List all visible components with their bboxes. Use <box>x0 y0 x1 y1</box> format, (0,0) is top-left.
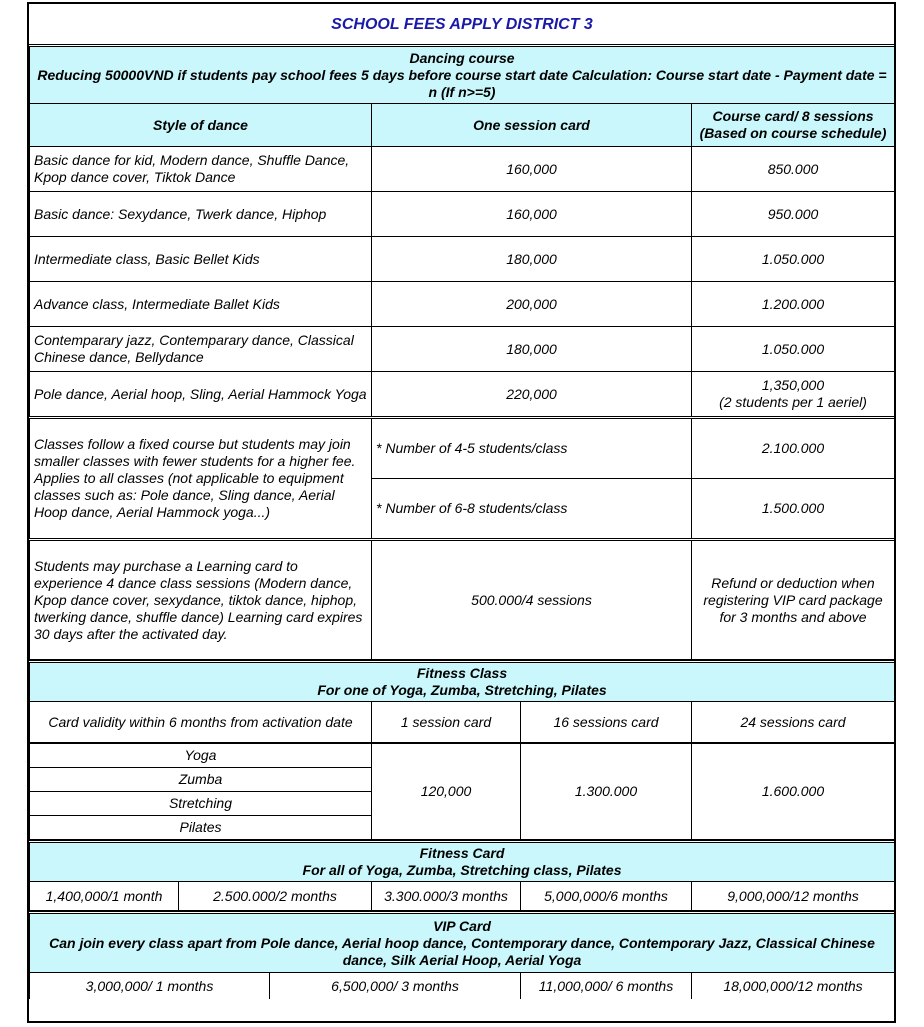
col-24-sessions: 24 sessions card <box>692 702 895 744</box>
fitness-price-16-sessions: 1.300.000 <box>521 743 692 840</box>
dance-style: Basic dance for kid, Modern dance, Shuffle Dance, Kpop dance cover, Tiktok Dance <box>30 147 372 192</box>
course-price: 950.000 <box>692 192 895 237</box>
fitness-class-stretching: Stretching <box>30 792 372 816</box>
dancing-heading: Dancing course <box>409 49 515 66</box>
learning-card-note: Refund or deduction when registering VIP card package for 3 months and above <box>692 540 895 660</box>
small-class-option-1: * Number of 4-5 students/class <box>372 418 692 479</box>
fitness-card-heading: Fitness Card <box>419 845 505 861</box>
table-row <box>30 327 895 372</box>
course-price: 850.000 <box>692 147 895 192</box>
table-row <box>30 192 895 237</box>
learning-card-price: 500.000/4 sessions <box>372 540 692 660</box>
fee-sheet <box>27 2 896 1023</box>
vip-card-price: 3,000,000/ 1 months <box>30 973 270 1000</box>
vip-card-price: 11,000,000/ 6 months <box>521 973 692 1000</box>
fitness-class-header <box>30 662 895 702</box>
vip-card-price: 6,500,000/ 3 months <box>270 973 521 1000</box>
fitness-class-table <box>29 660 895 840</box>
small-class-price-1: 2.100.000 <box>692 418 895 479</box>
fitness-card-header <box>30 842 895 882</box>
fitness-class-zumba: Zumba <box>30 768 372 792</box>
fitness-card-price: 1,400,000/1 month <box>30 882 179 911</box>
course-price <box>692 372 895 418</box>
dance-style: Intermediate class, Basic Bellet Kids <box>30 237 372 282</box>
dance-style: Pole dance, Aerial hoop, Sling, Aerial Hammock Yoga <box>30 372 372 418</box>
vip-card-header <box>30 913 895 973</box>
fitness-class-yoga: Yoga <box>30 743 372 768</box>
fitness-price-24-sessions: 1.600.000 <box>692 743 895 840</box>
vip-card-subheading: Can join every class apart from Pole dance, Aerial hoop dance, Contemporary dance, Contemporary Jazz, Classical Chinese dance, Silk Aerial Hoop, Aerial Yoga <box>49 934 875 968</box>
fitness-card-price: 3.300.000/3 months <box>372 882 521 911</box>
dance-style: Basic dance: Sexydance, Twerk dance, Hiphop <box>30 192 372 237</box>
vip-card-heading: VIP Card <box>433 917 491 934</box>
fitness-class-heading: Fitness Class <box>416 665 508 681</box>
one-session-price: 200,000 <box>372 282 692 327</box>
col-course-line1: Course card/ 8 sessions <box>712 108 874 124</box>
fitness-card-price: 2.500.000/2 months <box>179 882 372 911</box>
dancing-header <box>30 46 895 104</box>
one-session-price: 160,000 <box>372 147 692 192</box>
col-course-card <box>692 104 895 147</box>
small-class-price-2: 1.500.000 <box>692 479 895 540</box>
table-row <box>30 147 895 192</box>
fitness-class-subheading: For one of Yoga, Zumba, Stretching, Pilates <box>317 682 607 698</box>
course-price: 1.200.000 <box>692 282 895 327</box>
course-price: 1.050.000 <box>692 237 895 282</box>
col-1-session: 1 session card <box>372 702 521 744</box>
col-one-session: One session card <box>372 104 692 147</box>
table-row <box>30 282 895 327</box>
dancing-note: Reducing 50000VND if students pay school fees 5 days before course start date Calculation: Course start date - Payment date = n (If n>=5) <box>37 66 887 100</box>
page-title: SCHOOL FEES APPLY DISTRICT 3 <box>30 4 895 46</box>
fitness-class-pilates: Pilates <box>30 816 372 840</box>
one-session-price: 180,000 <box>372 327 692 372</box>
small-class-option-2: * Number of 6-8 students/class <box>372 479 692 540</box>
col-16-sessions: 16 sessions card <box>521 702 692 744</box>
fitness-card-price: 5,000,000/6 months <box>521 882 692 911</box>
col-style-of-dance: Style of dance <box>30 104 372 147</box>
vip-card-table <box>29 911 895 999</box>
dance-style: Contemparary jazz, Contemparary dance, Classical Chinese dance, Bellydance <box>30 327 372 372</box>
one-session-price: 220,000 <box>372 372 692 418</box>
table-row <box>30 237 895 282</box>
fitness-price-1-session: 120,000 <box>372 743 521 840</box>
dancing-table <box>29 4 895 660</box>
one-session-price: 160,000 <box>372 192 692 237</box>
col-course-line2: (Based on course schedule) <box>699 125 887 141</box>
course-price-note: (2 students per 1 aeriel) <box>719 394 867 410</box>
small-class-description: Classes follow a fixed course but students may join smaller classes with fewer students for a higher fee. Applies to all classes (not applicable to equipment classes such as: Pole dance, Sling dance, Aerial Hoop dance, Aerial Hammock yoga...) <box>30 418 372 540</box>
dance-style: Advance class, Intermediate Ballet Kids <box>30 282 372 327</box>
table-row <box>30 372 895 418</box>
one-session-price: 180,000 <box>372 237 692 282</box>
course-price-main: 1,350,000 <box>761 377 825 393</box>
vip-card-price: 18,000,000/12 months <box>692 973 895 1000</box>
fitness-card-price: 9,000,000/12 months <box>692 882 895 911</box>
course-price: 1.050.000 <box>692 327 895 372</box>
fitness-card-table <box>29 840 895 911</box>
learning-card-description: Students may purchase a Learning card to experience 4 dance class sessions (Modern dance, Kpop dance cover, sexydance, tiktok dance, hiphop, twerking dance, shuffle dance) Learning card expires 30 days after the activated day. <box>30 540 372 660</box>
fitness-card-subheading: For all of Yoga, Zumba, Stretching class, Pilates <box>302 862 622 878</box>
col-card-validity: Card validity within 6 months from activation date <box>30 702 372 744</box>
